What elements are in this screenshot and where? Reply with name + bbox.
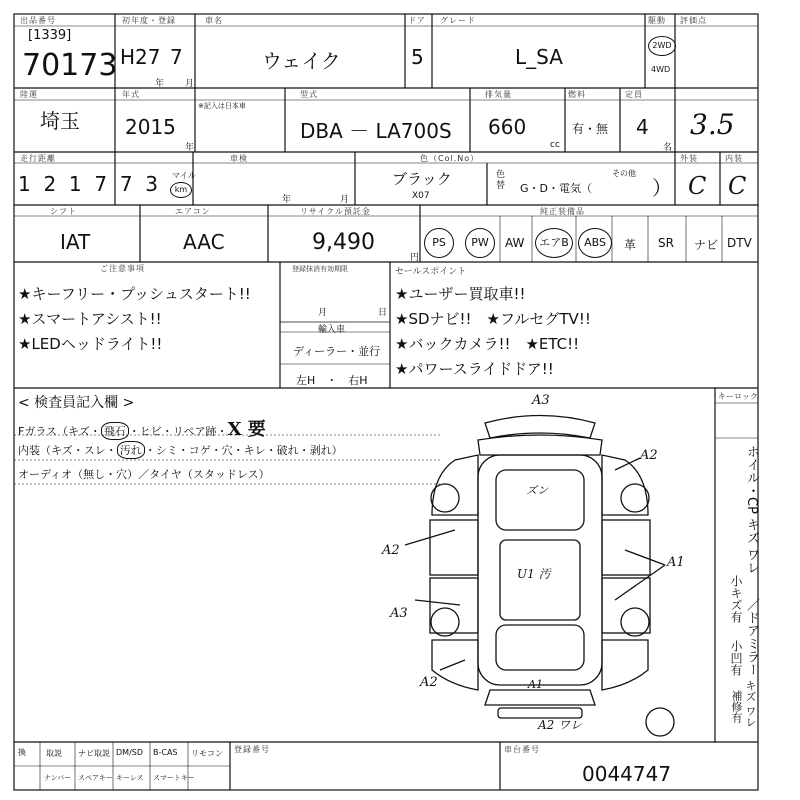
aircon-header: エアコン bbox=[175, 207, 211, 216]
recycle-unit: 円 bbox=[410, 253, 420, 263]
exterior-header: 外装 bbox=[680, 154, 698, 163]
interior-label: 内装（キズ・スレ・ bbox=[18, 444, 117, 457]
cc-header: 排気量 bbox=[485, 90, 512, 99]
grade: L_SA bbox=[515, 45, 563, 69]
mileage-digit: 3 bbox=[145, 172, 158, 196]
interior-score: C bbox=[728, 172, 747, 200]
equip-airbag: エアB bbox=[535, 228, 573, 258]
windshield-marked: 飛石 bbox=[101, 422, 129, 440]
inspector-header: < 検査員記入欄 > bbox=[18, 395, 135, 411]
year-unit: 年 bbox=[155, 79, 165, 89]
sales-point: ★パワースライドドア!! bbox=[395, 360, 554, 378]
year-header: 初年度・登録 bbox=[122, 16, 176, 25]
windshield-note: X 要 bbox=[227, 419, 266, 440]
sales-header: セールスポイント bbox=[395, 267, 467, 277]
equip-aw: AW bbox=[505, 236, 525, 250]
accessory-item: キーレス bbox=[116, 774, 144, 782]
fuel: 有・無 bbox=[572, 122, 609, 136]
fuel-header: 燃料 bbox=[568, 90, 586, 99]
sales-point: ★バックカメラ!! ★ETC!! bbox=[395, 335, 580, 353]
chassis-header: 車台番号 bbox=[504, 745, 540, 754]
mark-left-front: A2 bbox=[382, 543, 400, 558]
color-close: ） bbox=[652, 176, 672, 200]
accessory-item: ナンバー bbox=[44, 774, 72, 782]
mark-right-front: A2 bbox=[640, 448, 658, 463]
caution-list bbox=[18, 282, 251, 357]
type-header: 型式 bbox=[300, 90, 318, 99]
shift: IAT bbox=[60, 230, 91, 254]
color-header: 色（Col.No） bbox=[420, 154, 480, 163]
accessory-item: B-CAS bbox=[153, 748, 178, 757]
door-count: 5 bbox=[411, 45, 424, 69]
mark-left-bottom: A2 bbox=[420, 675, 438, 690]
recycle-fee: 9,490 bbox=[312, 230, 375, 255]
seats-header: 定員 bbox=[625, 90, 643, 99]
drive-4wd: 4WD bbox=[651, 65, 671, 74]
mile-label: マイル bbox=[172, 171, 196, 180]
mark-rear-bumper: A1 bbox=[528, 678, 543, 691]
mark-bottom: A2 ワレ bbox=[538, 718, 583, 732]
mileage-digits bbox=[18, 172, 158, 196]
lot-prefix: [1339] bbox=[28, 28, 72, 43]
mileage-digit: 7 bbox=[94, 172, 108, 196]
inspection-header: 車検 bbox=[230, 154, 248, 163]
windshield-line bbox=[18, 415, 266, 441]
rating-header: 評価点 bbox=[680, 16, 707, 25]
caution-item: ★スマートアシスト!! bbox=[18, 310, 162, 328]
key-lock-header: キーロック bbox=[718, 392, 758, 401]
chassis-number: 0044747 bbox=[582, 762, 672, 786]
km-label: km bbox=[170, 182, 192, 198]
model-year: 2015 bbox=[125, 115, 176, 139]
side-note: 小凹有 bbox=[729, 640, 743, 676]
handle-side: 左H ・ 右H bbox=[296, 374, 368, 387]
caution-item: ★LEDヘッドライト!! bbox=[18, 335, 163, 353]
model-name: ウェイク bbox=[262, 49, 341, 73]
displacement: 660 bbox=[488, 115, 527, 139]
year-model-header: 年式 bbox=[122, 90, 140, 99]
seats-unit: 名 bbox=[663, 143, 673, 153]
accessory-item: ナビ取説 bbox=[78, 749, 110, 758]
reg-expiry-header: 登録抹消有効期限 bbox=[292, 265, 348, 273]
model-header: 車名 bbox=[205, 16, 223, 25]
door-header: ドア bbox=[408, 16, 426, 25]
mileage-header: 走行距離 bbox=[20, 154, 56, 163]
seats: 4 bbox=[636, 115, 649, 139]
color-options: G・D・電気（ bbox=[520, 182, 592, 195]
equip-abs: ABS bbox=[578, 228, 612, 258]
caution-item: ★キーフリー・プッシュスタート!! bbox=[18, 285, 251, 303]
accessory-item: DM/SD bbox=[116, 748, 143, 757]
import-label: 輸入車 bbox=[318, 325, 346, 335]
windshield-label: Fガラス（キズ・ bbox=[18, 425, 101, 438]
caution-header: ご注意事項 bbox=[100, 264, 145, 273]
mark-right-side: A1 bbox=[667, 555, 685, 570]
mileage-digit: 1 bbox=[18, 172, 31, 196]
equip-leather: 革 bbox=[624, 238, 637, 252]
mileage-digit: 7 bbox=[119, 172, 133, 196]
equip-navi: ナビ bbox=[694, 238, 719, 252]
color-other-label: その他 bbox=[612, 169, 636, 178]
inspection-year: 年 bbox=[282, 195, 292, 205]
equip-dtv: DTV bbox=[727, 236, 752, 250]
drive-2wd: 2WD bbox=[648, 36, 676, 56]
first-reg-month: 7 bbox=[170, 45, 183, 69]
year-unit-2: 年 bbox=[185, 143, 195, 153]
accessory-item: スペアキー bbox=[78, 774, 113, 782]
side-note: キズ ワレ bbox=[744, 680, 757, 728]
accessory-item: スマートキー bbox=[153, 774, 195, 782]
interior-line bbox=[18, 441, 343, 459]
mark-left-rear: A3 bbox=[390, 606, 408, 621]
month-unit: 月 bbox=[185, 79, 195, 89]
interior-marked: 汚れ bbox=[117, 441, 145, 459]
equip-pw: PW bbox=[465, 228, 495, 258]
recycle-header: リサイクル預託金 bbox=[300, 207, 371, 216]
sales-point: ★ユーザー買取車!! bbox=[395, 285, 526, 303]
drive-header: 駆動 bbox=[648, 16, 666, 25]
reg-month: 月 bbox=[318, 308, 328, 318]
lot-number: 70173 bbox=[22, 48, 118, 83]
first-reg-note: ※記入は日本車 bbox=[198, 102, 246, 110]
dealer-parallel: ディーラー・並行 bbox=[293, 345, 381, 358]
sales-points-list bbox=[395, 282, 591, 382]
accessory-item: 取説 bbox=[46, 749, 62, 758]
windshield-rest: ・ヒビ・リペア跡・ bbox=[128, 425, 228, 438]
grade-header: グレード bbox=[440, 16, 476, 25]
accessories-col-label: 換 bbox=[18, 748, 26, 757]
side-note: 小キズ有 bbox=[729, 575, 743, 623]
shift-header: シフト bbox=[50, 207, 77, 216]
equip-ps: PS bbox=[424, 228, 454, 258]
mark-front: A3 bbox=[532, 393, 550, 408]
rating-value: 3.5 bbox=[690, 108, 735, 141]
color-change-label: 色替 bbox=[496, 170, 506, 191]
mileage-digit: 2 bbox=[43, 172, 57, 196]
cc-unit: cc bbox=[550, 140, 560, 150]
mark-bonnet: ズン bbox=[526, 484, 548, 497]
sales-point: ★SDナビ!! ★フルセグTV!! bbox=[395, 310, 591, 328]
side-note: ホイル・CP キズ ワレ bbox=[744, 445, 759, 575]
equipment-header: 純正装備品 bbox=[540, 207, 585, 216]
interior-rest: ・シミ・コゲ・穴・キレ・破れ・剥れ） bbox=[144, 444, 343, 457]
reg-no-header: 登録番号 bbox=[234, 745, 270, 754]
reg-day: 日 bbox=[378, 308, 388, 318]
era-year: H27 bbox=[120, 45, 161, 69]
color-code: X07 bbox=[412, 191, 430, 201]
type-code: DBA － LA700S bbox=[300, 119, 452, 143]
color-name: ブラック bbox=[392, 170, 452, 188]
accessory-item: リモコン bbox=[191, 749, 223, 758]
region-header: 陸運 bbox=[20, 90, 38, 99]
mark-roof: U1 汚 bbox=[517, 567, 551, 581]
side-note: ／ドアミラー bbox=[744, 598, 759, 676]
equip-sunroof: SR bbox=[658, 236, 674, 250]
aircon: AAC bbox=[183, 230, 225, 254]
audio-tire-line: オーディオ（無し・穴）／タイヤ（スタッドレス） bbox=[18, 468, 270, 481]
region: 埼玉 bbox=[40, 109, 80, 133]
inspection-month: 月 bbox=[340, 195, 350, 205]
exterior-score: C bbox=[688, 172, 707, 200]
lot-header: 出品番号 bbox=[20, 16, 56, 25]
mileage-digit: 1 bbox=[68, 172, 82, 196]
interior-header: 内装 bbox=[725, 154, 743, 163]
side-note: 補修有 bbox=[730, 690, 743, 723]
